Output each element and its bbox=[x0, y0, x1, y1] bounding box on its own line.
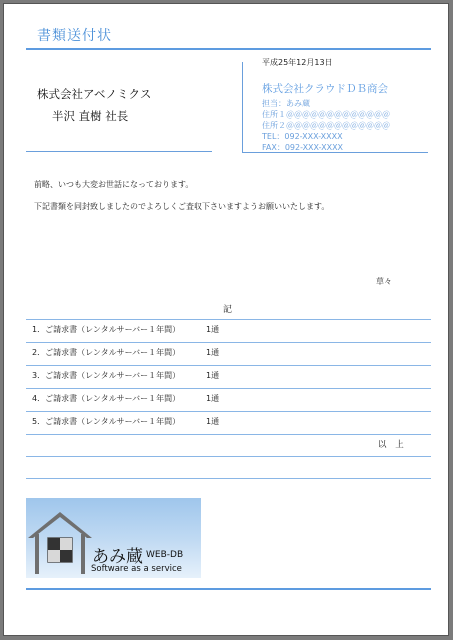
ki-heading: 記 bbox=[223, 305, 233, 315]
sender-divider bbox=[242, 62, 243, 153]
sender-company: 株式会社クラウドＤＢ商会 bbox=[262, 83, 388, 95]
item-qty: 1通 bbox=[206, 348, 220, 357]
row-divider bbox=[26, 411, 431, 412]
document-title: 書類送付状 bbox=[37, 28, 112, 44]
item-qty: 1通 bbox=[206, 394, 220, 403]
item-qty: 1通 bbox=[206, 371, 220, 380]
recipient-underline bbox=[26, 151, 212, 152]
title-rule bbox=[26, 48, 431, 50]
recipient-person: 半沢 直樹 社長 bbox=[52, 109, 129, 123]
row-divider bbox=[26, 365, 431, 366]
row-divider bbox=[26, 388, 431, 389]
row-divider bbox=[26, 456, 431, 457]
logo-tagline: Software as a service bbox=[91, 564, 182, 574]
message-text: 下記書類を同封致しましたのでよろしくご査収下さいますようお願いいたします。 bbox=[34, 202, 330, 211]
item-name: 2．ご請求書（レンタルサーバー１年間） bbox=[32, 348, 181, 357]
greeting-text: 前略、いつも大変お世話になっております。 bbox=[34, 180, 194, 189]
item-name: 3．ご請求書（レンタルサーバー１年間） bbox=[32, 371, 181, 380]
item-qty: 1通 bbox=[206, 417, 220, 426]
recipient-company: 株式会社アベノミクス bbox=[37, 87, 152, 101]
item-name: 5．ご請求書（レンタルサーバー１年間） bbox=[32, 417, 181, 426]
row-divider bbox=[26, 342, 431, 343]
logo-name: あみ蔵 bbox=[92, 547, 143, 567]
document-page bbox=[3, 3, 449, 636]
document-date: 平成25年12月13日 bbox=[262, 58, 333, 67]
ijo-text: 以 上 bbox=[378, 440, 407, 450]
closing-text: 草々 bbox=[376, 277, 392, 286]
sender-address1: 住所１＠＠＠＠＠＠＠＠＠＠＠＠＠ bbox=[262, 110, 390, 119]
sender-tel: TEL：092-XXX-XXXX bbox=[262, 132, 343, 141]
item-name: 1．ご請求書（レンタルサーバー１年間） bbox=[32, 325, 181, 334]
row-divider bbox=[26, 434, 431, 435]
logo-web: WEB-DB bbox=[146, 550, 184, 560]
item-qty: 1通 bbox=[206, 325, 220, 334]
sender-fax: FAX：092-XXX-XXXX bbox=[262, 143, 344, 152]
bottom-rule bbox=[26, 588, 431, 590]
item-name: 4．ご請求書（レンタルサーバー１年間） bbox=[32, 394, 181, 403]
sender-contact: 担当：あみ蔵 bbox=[262, 99, 310, 108]
sender-address2: 住所２＠＠＠＠＠＠＠＠＠＠＠＠＠ bbox=[262, 121, 390, 130]
row-divider bbox=[26, 319, 431, 320]
row-divider bbox=[26, 478, 431, 479]
